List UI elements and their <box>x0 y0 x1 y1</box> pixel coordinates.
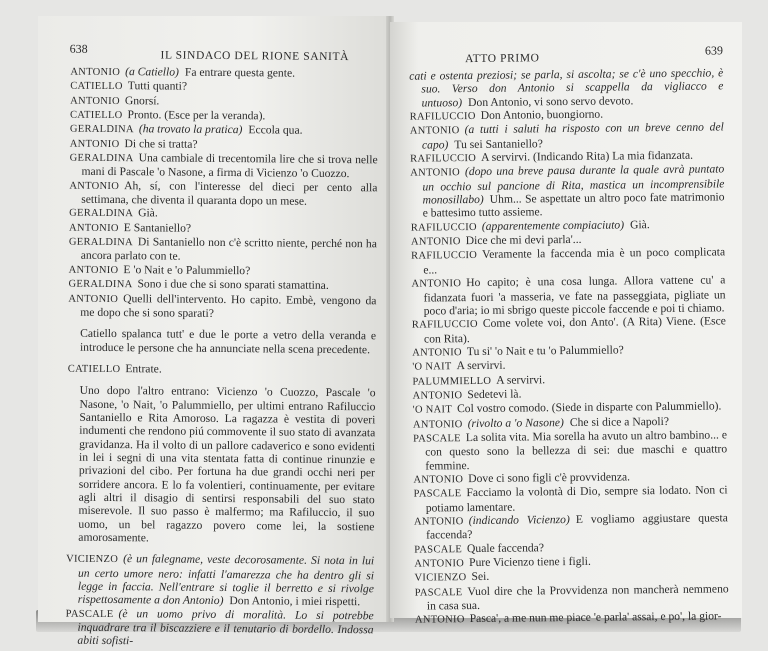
dialogue-line <box>413 428 727 472</box>
speaker-name: VICIENZO <box>414 572 467 585</box>
dialogue-text: Già. <box>138 206 158 220</box>
dialogue-line <box>409 66 723 109</box>
speaker-name: ANTONIO <box>412 346 462 359</box>
dialogue-text: Facciamo la volontà di Dio, sempre sia lodato. Non ci potiamo lamentare. <box>425 483 728 515</box>
dialogue-text: Gnorsí. <box>124 93 160 108</box>
dialogue-text: Quale faccenda? <box>466 540 545 555</box>
dialogue-text: Ah, sí, con l'interesse del dieci per cento alla settimana, che diventa il quaranta dopo un mese. <box>81 178 378 208</box>
left-page-text <box>65 65 378 650</box>
dialogue-text: Tutti quanti? <box>127 79 188 94</box>
stage-direction: Catiello spalanca tutt' e due le porte a vetro della veranda e introduce le persone che ha annunciate nella scena precedente. <box>79 326 377 356</box>
right-page-text <box>409 66 729 627</box>
dialogue-text: Vuol dire che la Provvidenza non mancherà nemmeno in casa sua. <box>426 582 729 613</box>
dialogue-line <box>410 121 724 152</box>
left-page <box>38 16 392 648</box>
dialogue-text: Tu sei Santaniello? <box>454 136 543 151</box>
dialogue-text: Una cambiale di trecentomila lire che si trova nelle mani di Pascale 'o Nasone, a firma di Vicienzo 'o Cuozzo. <box>81 151 378 181</box>
page-number: 638 <box>69 41 88 56</box>
dialogue-text: Don Antonio, buongiorno. <box>480 107 604 122</box>
dialogue-text: Pronto. (Esce per la veranda). <box>127 108 266 123</box>
dialogue-line <box>414 511 728 542</box>
stage-note: (indicando Vicienzo) <box>468 513 570 528</box>
speaker-name: RAFILUCCIO <box>410 221 477 234</box>
dialogue-line <box>415 582 729 613</box>
running-head: ATTO PRIMO <box>465 52 540 66</box>
dialogue-line <box>68 291 376 321</box>
speaker-name: GERALDINA <box>68 278 133 291</box>
dialogue-line <box>411 274 725 318</box>
dialogue-line <box>66 552 374 609</box>
dialogue-text: Fa entrare questa gente. <box>184 65 296 80</box>
left-page-header <box>69 41 378 68</box>
dialogue-text: Don Antonio, vi sono servo devoto. <box>468 94 634 109</box>
dialogue-text: A servirvi. <box>496 372 546 387</box>
speaker-name: RAFILUCCIO <box>411 319 478 331</box>
speaker-name: ANTONIO <box>68 222 119 234</box>
dialogue-text: Pasca', a me nun me piace 'e parla' assai, e po', la gior- <box>469 609 722 626</box>
speaker-name: CATIELLO <box>70 81 123 93</box>
dialogue-text: Eccola qua. <box>248 123 303 138</box>
dialogue-line <box>411 246 725 277</box>
dialogue-text: A servirvi. (Indicando Rita) La mia fidanzata. <box>481 148 694 164</box>
dialogue-text: Di Santaniello non c'è scritto niente, perché non ha ancora parlato con te. <box>80 235 377 264</box>
speaker-name: GERALDINA <box>69 152 134 165</box>
stage-note: (è un uomo privo di moralità. Lo si potrebbe inquadrare tra il biscazziere e il tenutario di bordello. Indossa abiti sofisti- <box>77 606 374 648</box>
stage-direction: Uno dopo l'altro entrano: Vicienzo 'o Cuozzo, Pascale 'o Nasone, 'o Nait, 'o Palummiello, per ultimi entrano Rafiluccio Santaniello e Rita Amoroso. La ragazza è vestita di poveri indumenti che rendono piú commovente il suo stato di avanzata gravidanza. Ha il volto di un pallore cadaverico e sono evidenti in lei i segni di una vita stentata fatta di continue rinunzie e privazioni del cibo. Per fortuna ha due grandi occhi neri per sorridere ancora. E lo fa volentieri, continuamente, per evitare agli altri il disagio di sentirsi responsabili del suo stato miserevole. Il suo passo è malfermo; ma Rafiluccio, il suo uomo, un bel ragazzo povero come lei, la sostiene amorosamente. <box>78 383 376 545</box>
speaker-name: CATIELLO <box>69 109 123 122</box>
dialogue-text: Già. <box>629 217 650 232</box>
dialogue-text: Che si dice a Napoli? <box>569 414 670 429</box>
speaker-name: ANTONIO <box>70 95 120 107</box>
speaker-name: RAFILUCCIO <box>410 153 477 165</box>
speaker-name: PALUMMIELLO <box>412 375 492 388</box>
dialogue-line <box>410 163 725 221</box>
stage-note: (è un falegname, veste decorosamente. Si nota in lui un certo umore nero: infatti l'amarezza che ha dentro gli si legge in faccia. Nell'entrare si toglie il berretto e si rivolge rispettosamente a don Antonio) <box>77 552 375 608</box>
dialogue-text: E Santaniello? <box>123 220 192 235</box>
speaker-name: ANTONIO <box>70 66 121 79</box>
speaker-name: ANTONIO <box>68 264 119 276</box>
speaker-name: PASCALE <box>413 433 461 445</box>
speaker-name: ANTONIO <box>410 167 461 180</box>
dialogue-line <box>65 606 373 650</box>
open-book <box>34 16 746 648</box>
speaker-name: ANTONIO <box>412 390 463 402</box>
stage-note: (dopo una breve pausa durante la quale avrà puntato un occhio sul pancione di Rita, mastica un incomprensibile monosillabo) <box>422 162 725 207</box>
speaker-name: VICIENZO <box>66 553 119 566</box>
stage-note: (a Catiello) <box>125 65 179 79</box>
dialogue-text: Don Antonio, i miei rispetti. <box>229 594 361 609</box>
speaker-name: ANTONIO <box>413 516 464 528</box>
dialogue-text: Di che si tratta? <box>124 136 198 151</box>
dialogue-text: La solita vita. Mia sorella ha avuto un altro bambino... e con questo sono la bellezza di sei: due maschi e quattro femmine. <box>425 428 728 473</box>
speaker-name: CATIELLO <box>67 363 121 375</box>
right-page <box>390 22 742 627</box>
stage-note: (ha trovato la pratica) <box>138 122 243 137</box>
speaker-name: PASCALE <box>413 488 462 500</box>
dialogue-text: Pure Vicienzo tiene i figli. <box>469 554 591 570</box>
dialogue-line <box>69 151 377 181</box>
speaker-name: GERALDINA <box>68 236 133 249</box>
speaker-name: ANTONIO <box>412 418 463 431</box>
page-number: 639 <box>704 43 724 58</box>
speaker-name: PASCALE <box>414 543 463 556</box>
dialogue-text: Uhm... Se aspettate un altro poco fate matrimonio e battesimo tutto assieme. <box>422 190 725 220</box>
dialogue-line <box>69 178 377 208</box>
speaker-name: ANTONIO <box>69 180 120 192</box>
speaker-name: RAFILUCCIO <box>411 250 478 263</box>
speaker-name: ANTONIO <box>410 236 461 248</box>
stage-note: (a tutti i saluti ha risposto con un breve cenno del capo) <box>421 120 724 152</box>
left-page-content <box>65 41 378 650</box>
dialogue-text: Sono i due che si sono sparati stamattina. <box>137 277 329 293</box>
dialogue-text: Quelli dell'intervento. Ho capito. Embè, vengono da me dopo che si sono sparati? <box>80 291 377 320</box>
stage-note: cati e ostenta preziosi; se parla, si ascolta; se c'è uno specchio, è suo. Verso don Antonio si scappella da vigliacco e untuoso) <box>409 66 724 110</box>
speaker-name: ANTONIO <box>411 278 462 290</box>
speaker-name: ANTONIO <box>413 474 464 486</box>
stage-note: (apparentemente compiaciuto) <box>481 218 625 233</box>
dialogue-text: Dove ci sono figli c'è provvidenza. <box>468 470 631 486</box>
speaker-name: GERALDINA <box>69 124 134 136</box>
dialogue-text: Ho capito; è una cosa lunga. Allora vattene cu' a fidanzata fuori 'a masseria, ve fate na passeggiata, pigliate un poco d'aria; io mi sbrigo queste piccole faccende e poi ti chiamo. <box>423 273 726 318</box>
dialogue-text: E 'o Nait e 'o Palummiello? <box>123 262 251 278</box>
speaker-name: GERALDINA <box>69 208 134 220</box>
speaker-name: ANTONIO <box>414 614 465 627</box>
dialogue-line <box>68 362 376 379</box>
speaker-name: ANTONIO <box>409 125 460 138</box>
dialogue-text: Sedetevi là. <box>467 387 522 401</box>
speaker-name: 'O NAIT <box>412 361 452 373</box>
speaker-name: ANTONIO <box>69 138 120 150</box>
dialogue-text: A servirvi. <box>456 358 506 373</box>
dialogue-text: Dice che mi devi parla'... <box>465 232 582 248</box>
right-page-content <box>409 43 729 627</box>
dialogue-line <box>414 484 728 515</box>
dialogue-text: Sei. <box>471 570 490 584</box>
dialogue-text: Col vostro comodo. (Siede in disparte con Palummiello). <box>456 399 722 416</box>
speaker-name: ANTONIO <box>68 293 119 305</box>
speaker-name: PASCALE <box>414 586 463 599</box>
speaker-name: 'O NAIT <box>412 404 453 416</box>
dialogue-line <box>412 315 726 346</box>
dialogue-line <box>415 610 729 628</box>
dialogue-text: Come volete voi, don Anto'. (A Rita) Viene. (Esce con Rita). <box>423 314 726 346</box>
dialogue-text: Entrate. <box>125 362 162 376</box>
dialogue-text: Tu si' 'o Nait e tu 'o Palummiello? <box>466 343 624 358</box>
dialogue-line <box>69 235 377 265</box>
speaker-name: RAFILUCCIO <box>409 110 476 123</box>
running-head: IL SINDACO DEL RIONE SANITÀ <box>160 49 350 64</box>
dialogue-text: E vogliamo aggiustare questa faccenda? <box>426 511 728 542</box>
speaker-name: ANTONIO <box>414 558 465 570</box>
stage-note: (rivolto a 'o Nasone) <box>467 415 564 430</box>
right-page-header <box>409 43 724 69</box>
dialogue-text: Veramente la faccenda mia è un poco complicata e... <box>423 245 726 277</box>
speaker-name: PASCALE <box>65 608 114 620</box>
